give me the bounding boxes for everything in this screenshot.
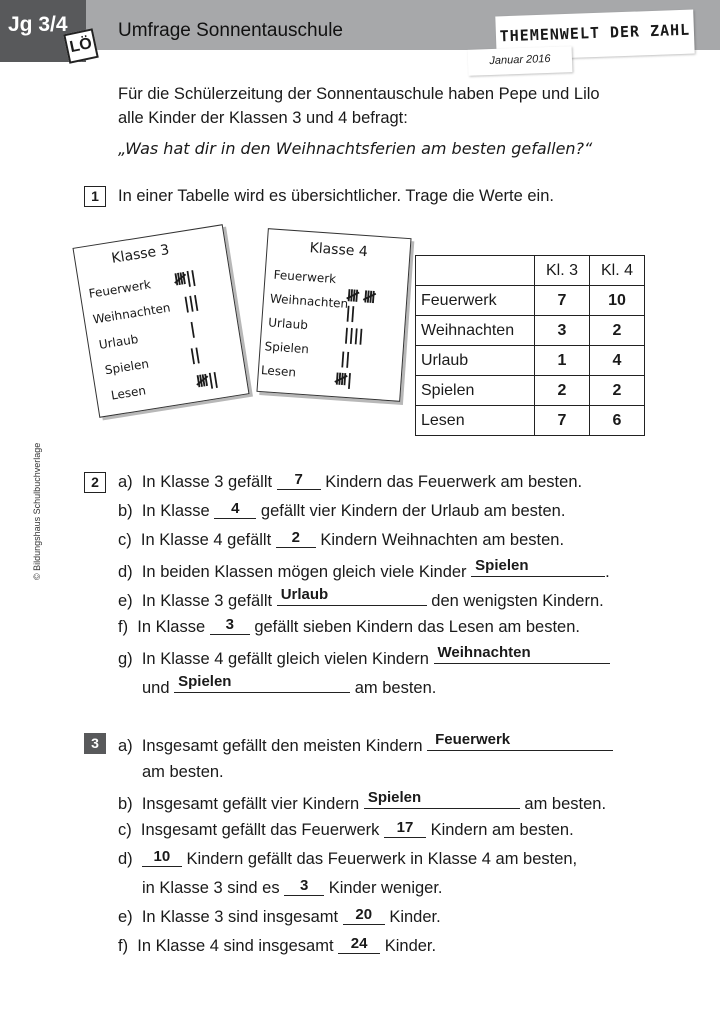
card-title: Klasse 3 [110, 241, 171, 267]
tally-mark: 𝍸|| [172, 267, 197, 290]
answer-blank[interactable] [284, 876, 324, 896]
task-1-text: In einer Tabelle wird es übersichtlicher. Trage die Werte ein. [118, 187, 554, 205]
table-cell-k3: 2 [535, 376, 590, 406]
sentence-end: den wenigsten Kindern. [431, 592, 604, 610]
sentence-start: In Klasse 3 sind insgesamt [141, 908, 339, 926]
item-letter: f) [118, 618, 129, 636]
item-letter: b) [118, 795, 133, 813]
tally-mark: ||| [182, 292, 200, 314]
item-letter: d) [118, 850, 133, 868]
table-row-label: Spielen [416, 376, 535, 406]
task-2g-continued [142, 673, 436, 700]
table-cell-k3: 7 [535, 406, 590, 436]
sentence-end: gefällt vier Kindern der Urlaub am besten. [260, 502, 566, 520]
item-letter: a) [118, 473, 133, 491]
sentence-end: Kindern am besten. [430, 821, 574, 839]
item-letter: b) [118, 502, 133, 520]
table-header-cell [416, 256, 535, 286]
answer-blank[interactable] [174, 673, 350, 693]
task-2f [118, 615, 580, 639]
task-3-number: 3 [84, 733, 106, 754]
table-row-label: Weihnachten [416, 316, 535, 346]
sentence-start: Insgesamt gefällt das Feuerwerk [140, 821, 380, 839]
sentence-start: In beiden Klassen mögen gleich viele Kinder [141, 563, 467, 581]
sentence-end: gefällt sieben Kindern das Lesen am besten. [254, 618, 580, 636]
answer-value: Weihnachten [437, 644, 531, 661]
tally-mark: | [188, 318, 196, 339]
task-3a-end: am besten. [142, 763, 224, 781]
tally-mark: || [339, 348, 351, 369]
task-2c [118, 528, 564, 552]
table-cell-k4: 6 [590, 406, 645, 436]
item-letter: d) [118, 563, 133, 581]
item-letter: c) [118, 821, 132, 839]
sentence-start: In Klasse [137, 618, 206, 636]
tally-card-klasse-3 [72, 224, 249, 418]
answer-value: 4 [231, 500, 240, 517]
item-letter: g) [118, 650, 133, 668]
card-label: Feuerwerk [87, 277, 152, 301]
sentence-start: In Klasse 3 gefällt [141, 473, 273, 491]
answer-value: 17 [396, 819, 414, 836]
tally-mark: 𝍸| [333, 369, 353, 390]
sentence-end: Kindern gefällt das Feuerwerk in Klasse 4 am besten, [186, 850, 578, 868]
date-label: Januar 2016 [468, 46, 573, 76]
card-title: Klasse 4 [309, 240, 369, 261]
sentence-start: in Klasse 3 sind es [142, 879, 280, 897]
task-3e [118, 905, 441, 929]
answer-blank[interactable] [210, 615, 250, 635]
answer-value: Spielen [367, 789, 422, 806]
item-letter: f) [118, 937, 129, 955]
task-2d [118, 557, 610, 584]
sentence-end: Kinder. [384, 937, 437, 955]
card-label: Spielen [103, 356, 150, 378]
answer-value: 2 [291, 529, 300, 546]
card-label: Lesen [260, 363, 297, 380]
sentence-start: In Klasse [141, 502, 210, 520]
intro-line-1: Für die Schülerzeitung der Sonnentauschule haben Pepe und Lilo [118, 85, 600, 103]
answer-value: 20 [355, 906, 373, 923]
table-row-label: Lesen [416, 406, 535, 436]
table-cell-k3: 3 [535, 316, 590, 346]
card-label: Urlaub [267, 315, 309, 333]
answer-value: 10 [153, 848, 171, 865]
table-row [416, 346, 645, 376]
table-row [416, 376, 645, 406]
answer-value: 24 [350, 935, 368, 952]
sentence-end: . [605, 563, 610, 581]
table-cell-k4: 2 [590, 316, 645, 346]
results-table [415, 255, 645, 436]
sentence-end: Kinder weniger. [328, 879, 443, 897]
answer-blank[interactable] [427, 731, 613, 751]
table-header-cell: Kl. 4 [590, 256, 645, 286]
table-cell-k3: 7 [535, 286, 590, 316]
task-2g [118, 644, 610, 671]
answer-value: 3 [300, 877, 309, 894]
answer-value: 7 [294, 471, 303, 488]
answer-blank[interactable] [338, 934, 380, 954]
brand-label: THEMENWELT DER ZAHL [495, 10, 694, 61]
table-row [416, 316, 645, 346]
task-3f [118, 934, 436, 958]
sentence-start: In Klasse 4 gefällt gleich vielen Kindern [141, 650, 429, 668]
task-3b [118, 789, 606, 816]
sentence-start: Insgesamt gefällt den meisten Kindern [141, 737, 423, 755]
table-cell-k3: 1 [535, 346, 590, 376]
solution-badge: LÖ [63, 28, 99, 64]
sentence-start: In Klasse 3 gefällt [141, 592, 273, 610]
grade-label: Jg 3/4 [8, 13, 68, 36]
item-letter: a) [118, 737, 133, 755]
tally-mark: || [188, 344, 201, 365]
task-2a [118, 470, 582, 494]
tally-mark: 𝍸|| [194, 368, 219, 392]
task-3c [118, 818, 574, 842]
task-3d-continued [142, 876, 443, 900]
task-3a [118, 731, 613, 758]
task-1-number: 1 [84, 186, 106, 207]
tally-mark: |||| [343, 324, 364, 346]
answer-blank[interactable] [214, 499, 256, 519]
table-header-row [416, 256, 645, 286]
tally-mark: 𝍸 𝍸 [345, 285, 376, 307]
table-cell-k4: 10 [590, 286, 645, 316]
answer-blank[interactable] [364, 789, 520, 809]
task-2e [118, 586, 604, 613]
card-label: Weihnachten [91, 300, 172, 327]
answer-value: Urlaub [280, 586, 329, 603]
item-letter: c) [118, 531, 132, 549]
answer-value: 3 [225, 616, 234, 633]
tally-card-klasse-4 [256, 228, 411, 402]
table-row [416, 286, 645, 316]
answer-value: Spielen [178, 673, 232, 690]
answer-value: Spielen [475, 557, 529, 574]
task-2-number: 2 [84, 472, 106, 493]
answer-blank[interactable] [343, 905, 385, 925]
page-title: Umfrage Sonnentauschule [118, 20, 343, 41]
answer-blank[interactable] [276, 528, 316, 548]
answer-value: Feuerwerk [435, 731, 511, 748]
answer-blank[interactable] [471, 557, 605, 577]
sentence-start: In Klasse 4 gefällt [140, 531, 272, 549]
sentence-end: Kindern das Feuerwerk am besten. [325, 473, 583, 491]
card-label: Spielen [264, 339, 310, 357]
sentence-start: In Klasse 4 sind insgesamt [137, 937, 334, 955]
tally-mark: || [344, 302, 356, 323]
sentence-end: Kinder. [389, 908, 441, 926]
task-3d [118, 847, 577, 871]
survey-question: „Was hat dir in den Weihnachtsferien am besten gefallen?“ [118, 139, 593, 158]
answer-blank[interactable] [277, 470, 321, 490]
task-2b [118, 499, 565, 523]
sentence-end: am besten. [354, 679, 437, 697]
card-label: Weihnachten [269, 291, 349, 311]
item-letter: e) [118, 908, 133, 926]
table-row [416, 406, 645, 436]
table-cell-k4: 4 [590, 346, 645, 376]
copyright-note: © Bildungshaus Schulbuchverlage [32, 442, 42, 580]
answer-blank[interactable] [277, 586, 427, 606]
intro-line-2: alle Kinder der Klassen 3 und 4 befragt: [118, 109, 408, 127]
answer-blank[interactable] [384, 818, 426, 838]
card-label: Feuerwerk [273, 267, 337, 287]
sentence-start: und [142, 679, 170, 697]
table-row-label: Feuerwerk [416, 286, 535, 316]
sentence-end: am besten. [524, 795, 607, 813]
answer-blank[interactable] [142, 847, 182, 867]
answer-blank[interactable] [434, 644, 610, 664]
table-header-cell: Kl. 3 [535, 256, 590, 286]
item-letter: e) [118, 592, 133, 610]
sentence-start: Insgesamt gefällt vier Kindern [141, 795, 360, 813]
card-label: Lesen [109, 383, 147, 403]
sentence-end: Kindern Weihnachten am besten. [320, 531, 565, 549]
table-cell-k4: 2 [590, 376, 645, 406]
table-row-label: Urlaub [416, 346, 535, 376]
card-label: Urlaub [97, 331, 140, 352]
